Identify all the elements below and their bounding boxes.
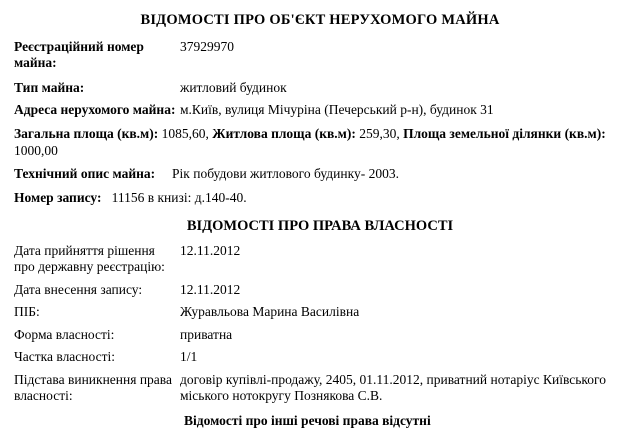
area-living-value: 259,30 <box>359 125 397 141</box>
field-value: договір купівлі-продажу, 2405, 01.11.2012, приватний нотаріус Київського міського нотокругу Познякова С.В. <box>180 371 606 404</box>
field-registration-number <box>14 39 626 72</box>
page-title: ВІДОМОСТІ ПРО ОБ'ЄКТ НЕРУХОМОГО МАЙНА <box>140 12 500 28</box>
field-value: 11156 в книзі: д.140-40. <box>111 189 247 205</box>
field-ownership-share <box>14 349 626 365</box>
field-label: Технічний опис майна: <box>14 166 156 182</box>
field-value: приватна <box>180 326 233 342</box>
field-label: Реєстраційний номер майна: <box>14 39 144 71</box>
area-total-value: 1085,60 <box>161 125 206 141</box>
field-owner-name <box>14 304 626 320</box>
area-land-label: Площа земельної ділянки (кв.м): <box>403 125 606 141</box>
field-value: 37929970 <box>180 39 234 54</box>
field-label: Номер запису: <box>14 189 102 205</box>
field-value: 12.11.2012 <box>180 281 241 297</box>
area-living-label: Житлова площа (кв.м): <box>212 125 356 141</box>
field-decision-date <box>14 243 626 276</box>
field-value: м.Київ, вулиця Мічуріна (Печерський р-н), будинок 31 <box>180 102 494 118</box>
section-title-ownership: ВІДОМОСТІ ПРО ПРАВА ВЛАСНОСТІ <box>186 217 454 234</box>
field-label: Частка власності: <box>14 349 115 365</box>
field-property-type <box>14 80 626 96</box>
area-land-value: 1000,00 <box>14 143 58 159</box>
field-value: житловий будинок <box>180 79 287 95</box>
field-record-number <box>14 189 626 206</box>
field-value: Журавльова Марина Василівна <box>180 304 360 320</box>
field-areas: Загальна площа (кв.м): 1085,60, Житлова площа (кв.м): 259,30, Площа земельної ділянки (кв.м): 1000,00 <box>14 125 606 159</box>
field-value: 1/1 <box>180 349 198 365</box>
field-ownership-basis <box>14 372 626 405</box>
field-technical-description <box>14 165 626 182</box>
field-label: Дата прийняття рішення про державну реєстрацію: <box>14 242 165 275</box>
ownership-section <box>14 243 626 405</box>
field-label: Тип майна: <box>14 79 85 95</box>
field-ownership-form <box>14 327 626 343</box>
field-label: Адреса нерухомого майна: <box>14 102 176 118</box>
field-label: ПІБ: <box>14 304 40 320</box>
footer-note: Відомості про інші речові права відсутні <box>184 412 431 428</box>
field-value: 12.11.2012 <box>180 242 241 258</box>
area-total-label: Загальна площа (кв.м): <box>14 125 159 141</box>
field-label: Дата внесення запису: <box>14 281 143 297</box>
field-label: Підстава виникнення права власності: <box>14 371 172 404</box>
field-label: Форма власності: <box>14 326 115 342</box>
field-value: Рік побудови житлового будинку- 2003. <box>172 166 399 182</box>
field-address <box>14 102 626 118</box>
field-entry-date <box>14 282 626 298</box>
